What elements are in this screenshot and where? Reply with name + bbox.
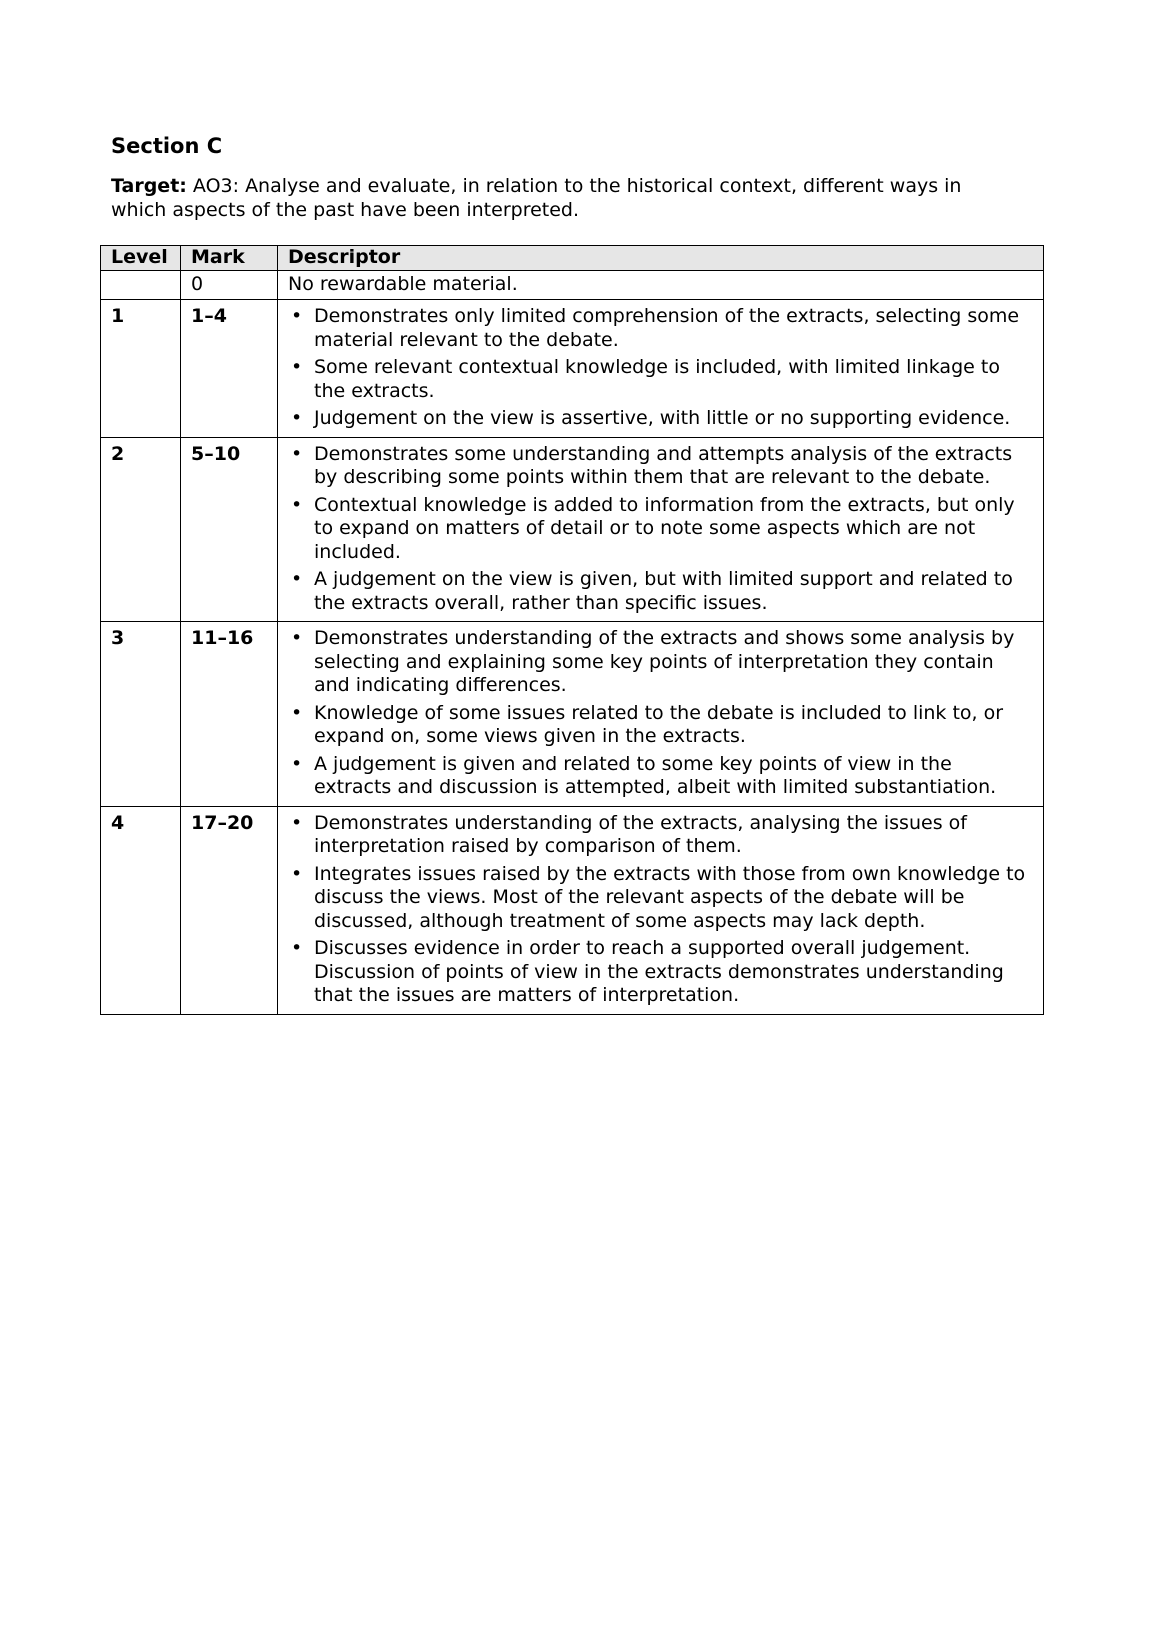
descriptor-bullet: • Demonstrates only limited comprehension of the extracts, selecting some material relevant to the debate. (288, 305, 1033, 352)
cell-mark: 11–16 (181, 622, 278, 807)
table-header-row (101, 246, 1044, 271)
cell-descriptor (278, 622, 1044, 807)
descriptor-bullet: • A judgement is given and related to some key points of view in the extracts and discussion is attempted, albeit with limited substantiation. (288, 753, 1033, 800)
cell-mark: 1–4 (181, 300, 278, 438)
cell-mark: 0 (181, 270, 278, 300)
cell-mark: 5–10 (181, 437, 278, 622)
cell-level: 2 (101, 437, 181, 622)
descriptor-bullet: • Some relevant contextual knowledge is included, with limited linkage to the extracts. (288, 356, 1033, 403)
descriptor-bullet: • A judgement on the view is given, but with limited support and related to the extracts overall, rather than specific issues. (288, 568, 1033, 615)
cell-descriptor: No rewardable material. (278, 270, 1044, 300)
descriptor-bullet: • Knowledge of some issues related to the debate is included to link to, or expand on, some views given in the extracts. (288, 702, 1033, 749)
cell-mark: 17–20 (181, 806, 278, 1014)
target-statement (111, 174, 1011, 222)
header-mark: Mark (181, 246, 278, 271)
levels-table (100, 245, 1044, 1015)
descriptor-list (288, 627, 1033, 800)
table-row-level-1 (101, 300, 1044, 438)
header-level: Level (101, 246, 181, 271)
table-row-level-4 (101, 806, 1044, 1014)
descriptor-bullet: • Demonstrates understanding of the extracts and shows some analysis by selecting and explaining some key points of interpretation they contain and indicating differences. (288, 627, 1033, 698)
cell-level: 3 (101, 622, 181, 807)
cell-descriptor (278, 806, 1044, 1014)
descriptor-bullet: • Demonstrates some understanding and attempts analysis of the extracts by describing some points within them that are relevant to the debate. (288, 443, 1033, 490)
table-row-level-3 (101, 622, 1044, 807)
cell-level: 1 (101, 300, 181, 438)
cell-descriptor (278, 300, 1044, 438)
table-row-zero (101, 270, 1044, 300)
descriptor-bullet: • Judgement on the view is assertive, with little or no supporting evidence. (288, 407, 1033, 431)
descriptor-bullet: • Discusses evidence in order to reach a supported overall judgement. Discussion of points of view in the extracts demonstrates understanding that the issues are matters of interpretation. (288, 937, 1033, 1008)
target-text: AO3: Analyse and evaluate, in relation to the historical context, different ways in which aspects of the past have been interpreted. (111, 175, 962, 221)
header-descriptor: Descriptor (278, 246, 1044, 271)
table-row-level-2 (101, 437, 1044, 622)
cell-descriptor (278, 437, 1044, 622)
descriptor-list (288, 812, 1033, 1008)
descriptor-list (288, 443, 1033, 616)
descriptor-bullet: • Demonstrates understanding of the extracts, analysing the issues of interpretation raised by comparison of them. (288, 812, 1033, 859)
section-title: Section C (111, 134, 223, 158)
target-label: Target: (111, 175, 187, 197)
descriptor-bullet: • Integrates issues raised by the extracts with those from own knowledge to discuss the views. Most of the relevant aspects of the debate will be discussed, although treatment of some aspects may lack depth. (288, 863, 1033, 934)
cell-level: 4 (101, 806, 181, 1014)
descriptor-list (288, 305, 1033, 431)
cell-level (101, 270, 181, 300)
descriptor-bullet: • Contextual knowledge is added to information from the extracts, but only to expand on matters of detail or to note some aspects which are not included. (288, 494, 1033, 565)
